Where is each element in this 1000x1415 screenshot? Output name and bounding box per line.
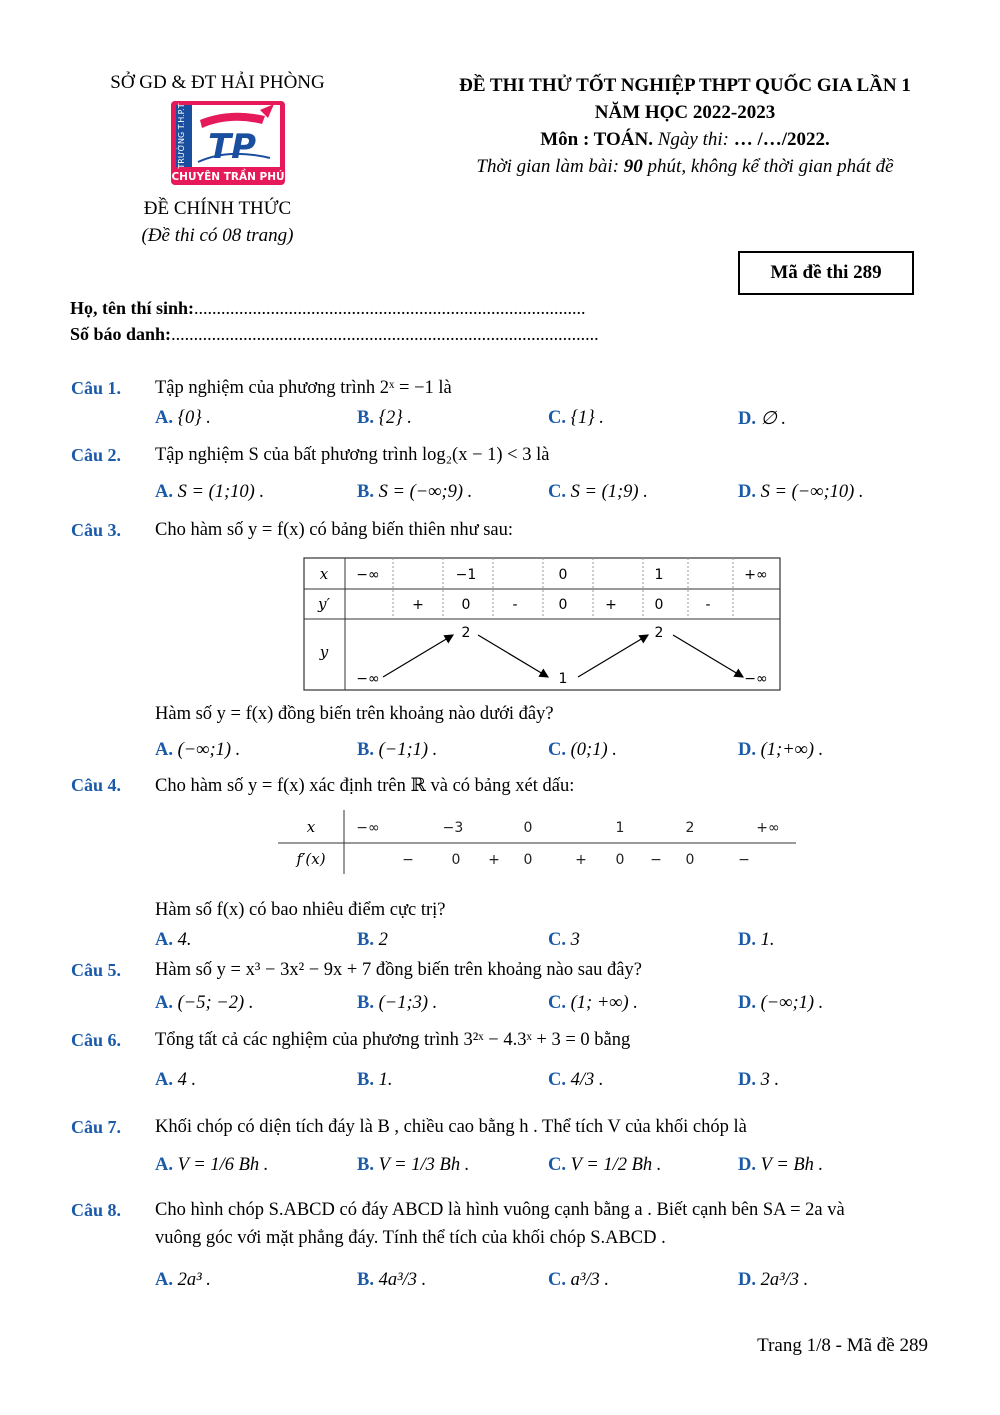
option-value: (−5; −2) . — [177, 993, 254, 1013]
student-name-dots: ....................................................................................... — [194, 298, 586, 318]
bbt-label-y: y — [319, 643, 329, 661]
option-letter: D. — [738, 1070, 756, 1090]
option-letter: D. — [738, 740, 756, 760]
answer-option[interactable] — [357, 1155, 469, 1176]
option-value: 3 . — [760, 1070, 780, 1090]
time-line — [385, 153, 985, 180]
sign-table — [278, 810, 798, 874]
question-subtext: Hàm số f(x) có bao nhiêu điểm cực trị? — [155, 900, 446, 920]
answer-option[interactable] — [357, 482, 472, 503]
answer-option[interactable] — [357, 1270, 426, 1291]
answer-option[interactable] — [738, 1155, 823, 1176]
bbt-x-2: 0 — [558, 567, 568, 583]
sign-x-5: +∞ — [756, 820, 780, 836]
exam-code-box: Mã đề thi 289 — [738, 251, 914, 295]
option-value: (−1;1) . — [378, 740, 438, 760]
student-name-label: Họ, tên thí sinh: — [70, 298, 195, 318]
bbt-label-x: x — [319, 565, 329, 583]
sign-s-3: 0 — [523, 852, 533, 868]
option-letter: D. — [738, 482, 756, 502]
option-letter: A. — [155, 408, 173, 428]
option-value: 3 — [570, 930, 580, 950]
option-value: (1;+∞) . — [760, 740, 824, 760]
option-value: 1. — [760, 930, 775, 950]
answer-option[interactable] — [155, 1070, 196, 1091]
bbt-sign-1: 0 — [461, 597, 471, 613]
option-letter: B. — [357, 482, 374, 502]
answer-option[interactable] — [357, 408, 412, 429]
option-letter: D. — [738, 1270, 756, 1290]
question-subtext: Hàm số y = f(x) đồng biến trên khoảng nào dưới đây? — [155, 704, 554, 724]
option-value: 2 — [378, 930, 388, 950]
sign-x-4: 2 — [685, 820, 695, 836]
option-letter: D. — [738, 993, 756, 1013]
option-letter: A. — [155, 1070, 173, 1090]
option-value: (−1;3) . — [378, 993, 438, 1013]
question-number: Câu 2. — [71, 445, 122, 465]
option-value: ∅ . — [760, 409, 786, 429]
bbt-x-1: −1 — [455, 567, 477, 583]
sign-s-8: − — [738, 852, 750, 868]
option-letter: C. — [548, 482, 566, 502]
option-letter: B. — [357, 1155, 374, 1175]
bbt-x-0: −∞ — [356, 567, 380, 583]
question-text: Cho hàm số y = f(x) xác định trên ℝ và có bảng xét dấu: — [155, 776, 575, 796]
official-label: ĐỀ CHÍNH THỨC — [143, 198, 292, 219]
sign-s-5: 0 — [615, 852, 625, 868]
option-letter: C. — [548, 1070, 566, 1090]
bbt-x-4: +∞ — [744, 567, 768, 583]
sign-s-2: + — [488, 852, 500, 868]
exam-title: ĐỀ THI THỬ TỐT NGHIỆP THPT QUỐC GIA LẦN 1 — [459, 75, 911, 96]
option-letter: B. — [357, 993, 374, 1013]
answer-option[interactable] — [738, 1270, 808, 1291]
question-text: Cho hình chóp S.ABCD có đáy ABCD là hình vuông cạnh bằng a . Biết cạnh bên SA = 2a và — [155, 1200, 845, 1220]
question-number: Câu 8. — [71, 1200, 122, 1220]
sign-label-x: x — [306, 818, 316, 836]
option-value: 4a³/3 . — [378, 1270, 427, 1290]
sign-x-1: −3 — [442, 820, 464, 836]
time-value: 90 — [623, 156, 643, 177]
subject-line — [385, 126, 985, 153]
department-name: SỞ GD & ĐT HẢI PHÒNG — [110, 72, 325, 93]
option-value: V = 1/3 Bh . — [378, 1155, 470, 1175]
subject-label: Môn : TOÁN. — [540, 129, 653, 150]
bbt-sign-2: - — [512, 597, 518, 613]
date-label: Ngày thi: — [657, 129, 729, 150]
question-number: Câu 7. — [71, 1117, 122, 1137]
sign-label-fprime: f′(x) — [296, 850, 326, 868]
answer-option[interactable] — [548, 408, 604, 429]
option-letter: A. — [155, 993, 173, 1013]
option-letter: C. — [548, 740, 566, 760]
answer-option[interactable] — [738, 408, 786, 430]
answer-option[interactable] — [155, 993, 253, 1014]
sign-s-6: − — [650, 852, 662, 868]
option-value: S = (−∞;10) . — [760, 482, 864, 502]
answer-option[interactable] — [155, 1155, 268, 1176]
answer-option[interactable] — [548, 482, 648, 503]
question-text: Tổng tất cả các nghiệm của phương trình 3²ˣ − 4.3ˣ + 3 = 0 bằng — [155, 1030, 631, 1050]
bbt-y-0: −∞ — [356, 671, 380, 687]
question-text: Hàm số y = x³ − 3x² − 9x + 7 đồng biến trên khoảng nào sau đây? — [155, 960, 642, 980]
sign-s-4: + — [575, 852, 587, 868]
bbt-y-3: 2 — [654, 625, 664, 641]
option-letter: D. — [738, 1155, 756, 1175]
bbt-sign-4: + — [605, 597, 617, 613]
bbt-sign-5: 0 — [654, 597, 664, 613]
answer-option[interactable] — [738, 930, 775, 951]
answer-option[interactable] — [548, 1270, 609, 1291]
option-value: V = 1/2 Bh . — [570, 1155, 662, 1175]
student-id-label: Số báo danh: — [70, 324, 172, 344]
sign-x-2: 0 — [523, 820, 533, 836]
answer-option[interactable] — [357, 930, 388, 951]
option-letter: A. — [155, 930, 173, 950]
exam-header — [385, 72, 985, 180]
option-letter: B. — [357, 408, 374, 428]
option-letter: C. — [548, 930, 566, 950]
answer-option[interactable] — [548, 1155, 661, 1176]
sign-s-1: 0 — [451, 852, 461, 868]
option-letter: B. — [357, 930, 374, 950]
bbt-y-1: 2 — [461, 625, 471, 641]
student-id-line[interactable] — [70, 324, 599, 345]
question-number: Câu 1. — [71, 378, 122, 398]
answer-option[interactable] — [155, 482, 264, 503]
option-value: (−∞;1) . — [177, 740, 241, 760]
question-text: Khối chóp có diện tích đáy là B , chiều cao bằng h . Thể tích V của khối chóp là — [155, 1117, 747, 1137]
option-value: 2a³/3 . — [760, 1270, 809, 1290]
answer-option[interactable] — [155, 740, 240, 761]
option-letter: C. — [548, 408, 566, 428]
answer-option[interactable] — [738, 993, 823, 1014]
option-value: {2} . — [378, 408, 412, 428]
answer-option[interactable] — [548, 930, 580, 951]
logo-bottom-text: CHUYÊN TRẦN PHÚ — [171, 171, 285, 183]
answer-option[interactable] — [357, 993, 437, 1014]
option-letter: C. — [548, 1155, 566, 1175]
logo-side-text: TRƯỜNG T.H.P.T — [177, 103, 186, 169]
question-number: Câu 4. — [71, 775, 122, 795]
page-footer: Trang 1/8 - Mã đề 289 — [757, 1335, 928, 1356]
sign-s-0: − — [402, 852, 414, 868]
student-name-line[interactable] — [70, 298, 586, 319]
option-value: {1} . — [570, 408, 604, 428]
answer-option[interactable] — [357, 1070, 392, 1091]
date-value: … /…/2022. — [733, 129, 830, 150]
question-text: Tập nghiệm của phương trình 2ˣ = −1 là — [155, 378, 452, 398]
answer-option[interactable] — [155, 930, 192, 951]
option-value: 4/3 . — [570, 1070, 604, 1090]
bbt-y-2: 1 — [558, 671, 568, 687]
school-year: NĂM HỌC 2022-2023 — [594, 102, 776, 123]
option-letter: B. — [357, 740, 374, 760]
bbt-y-4: −∞ — [744, 671, 768, 687]
option-letter: B. — [357, 1270, 374, 1290]
bbt-label-yprime: y′ — [318, 595, 330, 613]
bbt-sign-3: 0 — [558, 597, 568, 613]
student-id-dots: ............................................................................................... — [171, 324, 599, 344]
question-text: Tập nghiệm S của bất phương trình log₂(x − 1) < 3 là — [155, 445, 550, 465]
option-letter: A. — [155, 740, 173, 760]
option-letter: B. — [357, 1070, 374, 1090]
question-number: Câu 6. — [71, 1030, 122, 1050]
option-value: S = (1;10) . — [177, 482, 265, 502]
sign-x-3: 1 — [615, 820, 625, 836]
answer-option[interactable] — [548, 1070, 604, 1091]
option-letter: A. — [155, 1270, 173, 1290]
option-letter: C. — [548, 993, 566, 1013]
answer-option[interactable] — [738, 482, 864, 503]
option-value: 1. — [378, 1070, 393, 1090]
option-value: (0;1) . — [570, 740, 617, 760]
option-value: a³/3 . — [570, 1270, 610, 1290]
answer-option[interactable] — [357, 740, 437, 761]
answer-option[interactable] — [155, 408, 211, 429]
bbt-sign-6: - — [705, 597, 711, 613]
option-letter: C. — [548, 1270, 566, 1290]
answer-option[interactable] — [738, 1070, 779, 1091]
option-value: 4. — [177, 930, 192, 950]
option-value: (−∞;1) . — [760, 993, 824, 1013]
option-letter: A. — [155, 482, 173, 502]
option-value: V = 1/6 Bh . — [177, 1155, 269, 1175]
bbt-sign-0: + — [412, 597, 424, 613]
option-letter: D. — [738, 409, 756, 429]
school-logo — [170, 100, 286, 186]
answer-option[interactable] — [155, 1270, 211, 1291]
option-value: S = (−∞;9) . — [378, 482, 473, 502]
option-value: 4 . — [177, 1070, 197, 1090]
logo-main-text: TP — [207, 127, 257, 167]
option-value: {0} . — [177, 408, 211, 428]
question-number: Câu 5. — [71, 960, 122, 980]
time-suffix: phút, không kể thời gian phát đề — [647, 156, 894, 177]
question-text: Cho hàm số y = f(x) có bảng biến thiên như sau: — [155, 520, 514, 540]
option-value: V = Bh . — [760, 1155, 824, 1175]
option-letter: A. — [155, 1155, 173, 1175]
option-value: 2a³ . — [177, 1270, 211, 1290]
question-number: Câu 3. — [71, 520, 122, 540]
option-value: (1; +∞) . — [570, 993, 638, 1013]
answer-option[interactable] — [548, 740, 617, 761]
sign-s-7: 0 — [685, 852, 695, 868]
variation-table — [303, 557, 781, 691]
bbt-x-3: 1 — [654, 567, 664, 583]
sign-x-0: −∞ — [356, 820, 380, 836]
answer-option[interactable] — [738, 740, 823, 761]
time-prefix: Thời gian làm bài: — [476, 156, 620, 177]
question-text-continued: vuông góc với mặt phẳng đáy. Tính thể tích của khối chóp S.ABCD . — [155, 1228, 666, 1248]
answer-option[interactable] — [548, 993, 638, 1014]
option-value: S = (1;9) . — [570, 482, 648, 502]
pages-note: (Đề thi có 08 trang) — [141, 225, 294, 246]
option-letter: D. — [738, 930, 756, 950]
